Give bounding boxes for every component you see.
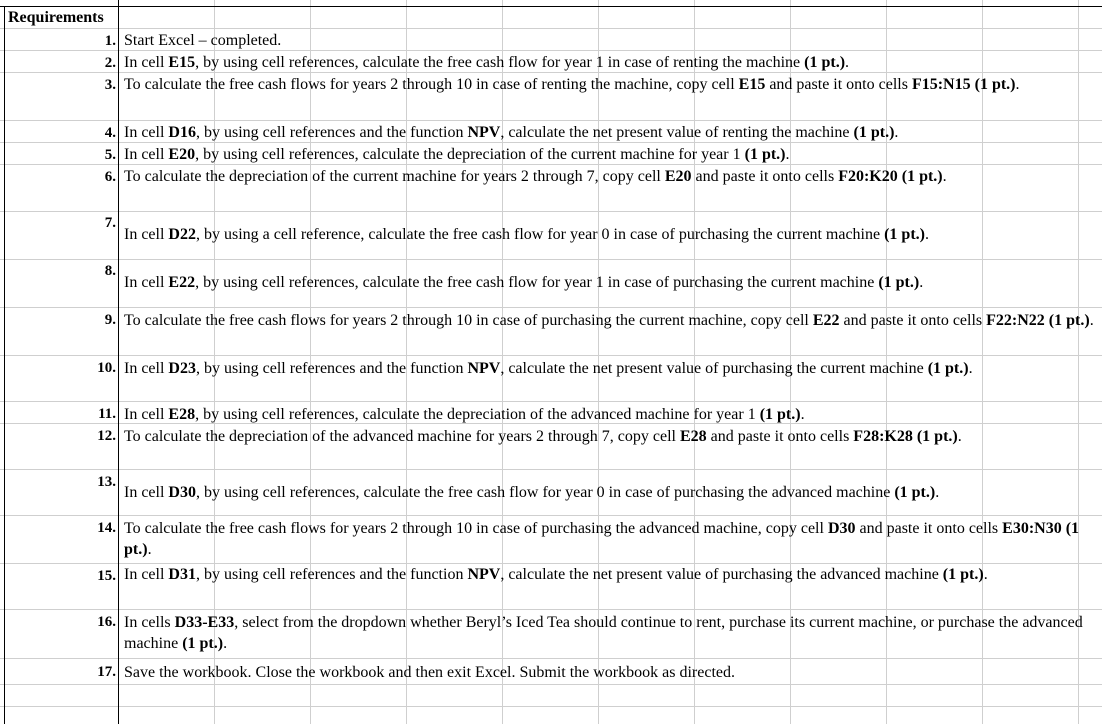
item-text[interactable] — [124, 482, 1094, 503]
item-text-run: . — [919, 274, 924, 291]
item-text[interactable] — [124, 358, 1094, 379]
item-text[interactable] — [124, 224, 1094, 245]
item-text-bold-run: (1 pt.) — [182, 635, 224, 652]
item-text-run: , by using cell references, calculate the free cash flow for year 1 in case of purchasing the current machine — [195, 274, 879, 291]
item-text-bold-run: D16 — [168, 124, 196, 141]
item-text-run: . — [147, 541, 152, 558]
item-text-run: In cell — [124, 124, 169, 141]
item-text-bold-run: E30:N30 (1 pt.) — [124, 520, 1080, 558]
column-gridline — [118, 0, 119, 724]
row-gridline — [0, 706, 1102, 707]
item-text-bold-run: NPV — [467, 124, 501, 141]
item-text-bold-run: E15 — [168, 54, 196, 71]
item-text-run: , by using cell references and the function — [195, 124, 468, 141]
item-text-run: , calculate the net present value of purchasing the advanced machine — [500, 566, 943, 583]
item-text-run: To calculate the depreciation of the advanced machine for years 2 through 7, copy cell — [124, 428, 680, 445]
item-text-bold-run: D22 — [168, 226, 196, 243]
row-gridline — [0, 684, 1102, 685]
item-text-bold-run: E15 — [738, 76, 766, 93]
item-text-run: . — [957, 428, 962, 445]
item-number[interactable]: 12. — [97, 428, 116, 444]
item-text-run: . — [935, 484, 940, 501]
item-number[interactable]: 10. — [97, 360, 116, 376]
item-text-run: In cell — [124, 566, 169, 583]
item-text[interactable] — [124, 612, 1094, 654]
item-text-bold-run: E22 — [812, 312, 840, 329]
item-text-run: , by using cell references and the function — [195, 360, 468, 377]
item-text-bold-run: NPV — [467, 566, 501, 583]
item-number[interactable]: 8. — [104, 263, 116, 279]
item-text[interactable] — [124, 272, 1094, 293]
item-text-bold-run: F22:N22 (1 pt.) — [986, 312, 1090, 329]
item-text-bold-run: F28:K28 (1 pt.) — [853, 428, 958, 445]
item-text-run: Start Excel – completed. — [124, 32, 282, 49]
item-text[interactable] — [124, 426, 1094, 447]
item-text-bold-run: F20:K20 (1 pt.) — [838, 168, 943, 185]
item-text-bold-run: E20 — [664, 168, 692, 185]
row-gridline — [0, 355, 1102, 356]
item-text-bold-run: D23 — [168, 360, 196, 377]
item-text-run: . — [223, 635, 228, 652]
item-text[interactable] — [124, 564, 1094, 585]
item-text-run: and paste it onto cells — [765, 76, 912, 93]
item-text-bold-run: (1 pt.) — [884, 226, 925, 243]
item-text-bold-run: F15:N15 (1 pt.) — [911, 76, 1016, 93]
item-text-run: . — [1015, 76, 1020, 93]
item-text[interactable] — [124, 122, 1094, 143]
item-text-run: To calculate the free cash flows for years 2 through 10 in case of purchasing the current machine, copy cell — [124, 312, 813, 329]
item-text[interactable] — [124, 404, 1094, 425]
item-text[interactable] — [124, 30, 1094, 51]
item-text-bold-run: (1 pt.) — [942, 566, 984, 583]
item-text-run: . — [894, 124, 899, 141]
item-text[interactable] — [124, 662, 1094, 683]
item-text-run: In cells — [124, 614, 175, 631]
item-text-run: . — [800, 406, 805, 423]
item-number[interactable]: 15. — [97, 568, 116, 584]
item-text-run: , by using a cell reference, calculate the free cash flow for year 0 in case of purchasing the current machine — [195, 226, 885, 243]
item-number[interactable]: 1. — [104, 33, 116, 49]
item-text-bold-run: (1 pt.) — [853, 124, 895, 141]
item-text[interactable] — [124, 310, 1094, 331]
row-gridline — [0, 658, 1102, 659]
item-text-bold-run: (1 pt.) — [759, 406, 801, 423]
item-number[interactable]: 7. — [104, 215, 116, 231]
item-text-run: To calculate the depreciation of the current machine for years 2 through 7, copy cell — [124, 168, 665, 185]
item-text-run: . — [845, 54, 850, 71]
item-text-run: . — [983, 566, 988, 583]
item-text-bold-run: (1 pt.) — [878, 274, 920, 291]
row-gridline — [0, 469, 1102, 470]
row-gridline — [0, 28, 1102, 29]
row-gridline — [0, 515, 1102, 516]
item-number[interactable]: 13. — [97, 474, 116, 490]
item-text-bold-run: D30 — [827, 520, 856, 537]
item-text-run: . — [924, 226, 929, 243]
item-text-run: , calculate the net present value of purchasing the current machine — [500, 360, 928, 377]
item-text-run: and paste it onto cells — [839, 312, 987, 329]
item-text-run: , by using cell references, calculate the free cash flow for year 0 in case of purchasing the advanced machine — [195, 484, 895, 501]
item-text-run: , by using cell references, calculate the depreciation of the current machine for year 1 — [195, 146, 745, 163]
item-text[interactable] — [124, 144, 1094, 165]
item-text-run: In cell — [124, 274, 169, 291]
item-number[interactable]: 4. — [104, 125, 116, 141]
item-text[interactable] — [124, 52, 1094, 73]
item-text-bold-run: E20 — [168, 146, 196, 163]
item-text-run: . — [1089, 312, 1094, 329]
item-number[interactable]: 3. — [104, 77, 116, 93]
item-text-run: . — [968, 360, 973, 377]
item-text-bold-run: E22 — [168, 274, 196, 291]
item-number[interactable]: 5. — [104, 147, 116, 163]
item-text[interactable] — [124, 518, 1094, 560]
item-text-run: In cell — [124, 406, 169, 423]
item-text-run: . — [785, 146, 790, 163]
item-text-bold-run: (1 pt.) — [744, 146, 786, 163]
item-text-run: and paste it onto cells — [855, 520, 1003, 537]
row-gridline — [0, 401, 1102, 402]
item-text-run: Save the workbook. Close the workbook and then exit Excel. Submit the workbook as directed. — [124, 664, 735, 681]
item-number[interactable]: 11. — [98, 406, 116, 422]
item-number[interactable]: 14. — [97, 520, 116, 536]
item-text[interactable] — [124, 166, 1094, 187]
item-text-run: , by using cell references, calculate the free cash flow for year 1 in case of renting the machine — [195, 54, 805, 71]
item-text-run: In cell — [124, 226, 169, 243]
item-text-bold-run: E28 — [679, 428, 707, 445]
item-text-bold-run: (1 pt.) — [804, 54, 846, 71]
requirements-header[interactable]: Requirements — [8, 9, 104, 26]
item-text-run: In cell — [124, 484, 169, 501]
row-gridline — [0, 307, 1102, 308]
item-text-run: . — [942, 168, 947, 185]
item-text-run: and paste it onto cells — [691, 168, 839, 185]
item-text-bold-run: D33-E33 — [174, 614, 235, 631]
item-text-run: In cell — [124, 146, 169, 163]
item-text-run: , by using cell references, calculate the depreciation of the advanced machine for year 1 — [195, 406, 760, 423]
item-text-bold-run: D30 — [168, 484, 196, 501]
item-text-bold-run: (1 pt.) — [894, 484, 936, 501]
item-text-run: In cell — [124, 54, 169, 71]
item-text-run: , calculate the net present value of renting the machine — [500, 124, 854, 141]
item-text-bold-run: E28 — [168, 406, 196, 423]
row-gridline — [0, 120, 1102, 121]
item-text-run: To calculate the free cash flows for years 2 through 10 in case of renting the machine, copy cell — [124, 76, 739, 93]
item-text-bold-run: D31 — [168, 566, 196, 583]
item-number[interactable]: 2. — [104, 55, 116, 71]
item-text[interactable] — [124, 74, 1094, 95]
item-text-run: and paste it onto cells — [706, 428, 854, 445]
row-gridline — [0, 259, 1102, 260]
item-number[interactable]: 16. — [97, 614, 116, 630]
item-number[interactable]: 17. — [97, 664, 116, 680]
item-text-run: To calculate the free cash flows for years 2 through 10 in case of purchasing the advanced machine, copy cell — [124, 520, 828, 537]
item-number[interactable]: 6. — [104, 169, 116, 185]
item-text-run: , select from the dropdown whether Beryl’s Iced Tea should continue to rent, purchase its current machine, or purchase the advanced machine — [124, 614, 1083, 652]
table-border-left — [4, 6, 5, 724]
item-text-run: In cell — [124, 360, 169, 377]
row-gridline — [0, 211, 1102, 212]
item-text-bold-run: (1 pt.) — [927, 360, 969, 377]
row-gridline — [0, 609, 1102, 610]
table-border-top — [0, 6, 1102, 7]
item-text-run: , by using cell references and the function — [195, 566, 468, 583]
item-number[interactable]: 9. — [104, 312, 116, 328]
item-text-bold-run: NPV — [467, 360, 501, 377]
